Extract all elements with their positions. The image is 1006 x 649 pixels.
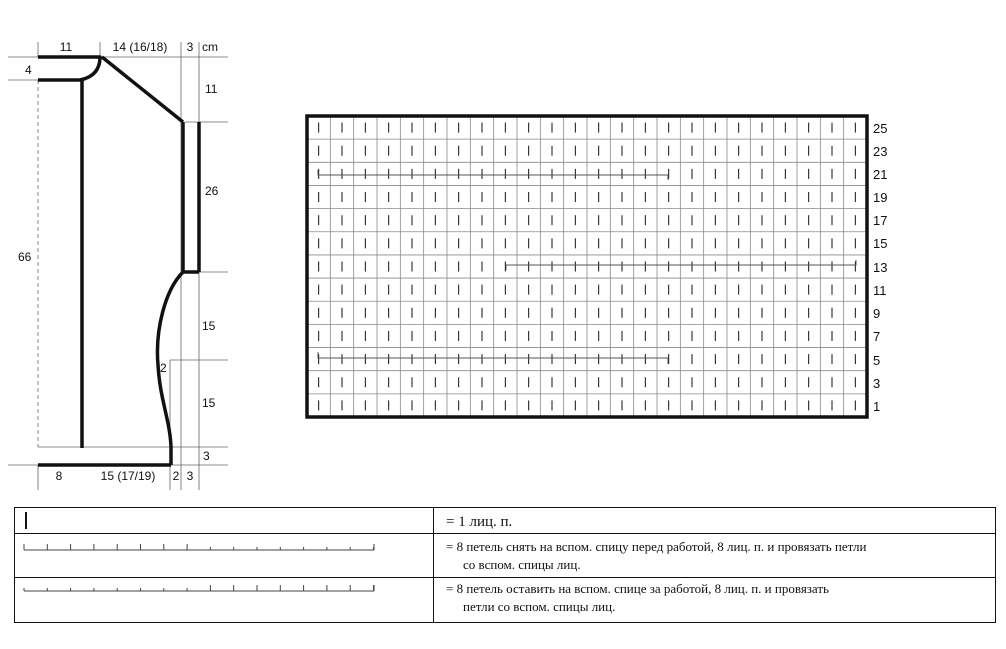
legend-text-cable-back: = 8 петель оставить на вспом. спице за работой, 8 лиц. п. и провязать петли со вспом. спицы лиц. xyxy=(446,581,829,614)
row-label: 23 xyxy=(873,144,888,159)
height-label-armhole: 26 xyxy=(205,184,219,198)
schematic-guide-lines xyxy=(8,42,228,490)
width-label-neck: 11 xyxy=(59,40,73,54)
width-label-hem: 15 (17/19) xyxy=(100,469,156,483)
neck-depth-label: 4 xyxy=(25,63,32,77)
row-label: 17 xyxy=(873,213,888,228)
width-label-side-step: 2 xyxy=(172,469,180,483)
width-label-sleeve-top: 3 xyxy=(186,40,194,54)
width-label-hem-inner: 8 xyxy=(55,469,63,483)
stitch-chart xyxy=(307,116,887,417)
height-label-waist-upper: 15 xyxy=(202,319,216,333)
row-label: 21 xyxy=(873,167,888,182)
chart-grid xyxy=(307,116,867,417)
legend-table xyxy=(14,507,996,623)
row-label: 1 xyxy=(873,399,881,414)
height-label-shoulder-slope: 11 xyxy=(205,82,218,96)
height-label-hem: 3 xyxy=(203,449,210,463)
height-label-waist-lower: 15 xyxy=(202,396,216,410)
cable-mark-row-13 xyxy=(506,260,856,270)
cable-mark-row-21 xyxy=(318,170,668,180)
width-label-side: 3 xyxy=(186,469,194,483)
row-label: 13 xyxy=(873,260,888,275)
schematic-outline xyxy=(38,57,199,465)
row-label: 3 xyxy=(873,376,881,391)
row-label: 11 xyxy=(873,283,887,298)
row-label: 15 xyxy=(873,236,888,251)
cable-mark-row-5 xyxy=(318,352,668,364)
row-label: 7 xyxy=(873,329,881,344)
row-label: 19 xyxy=(873,190,888,205)
hip-step-label: 2 xyxy=(160,361,167,375)
row-label: 25 xyxy=(873,121,888,136)
width-label-shoulder: 14 (16/18) xyxy=(112,40,168,54)
unit-label: cm xyxy=(202,40,218,54)
cable-back-symbol xyxy=(24,585,374,591)
total-height-label: 66 xyxy=(18,250,32,264)
row-label: 5 xyxy=(873,353,881,368)
row-label: 9 xyxy=(873,306,881,321)
legend-text-knit: = 1 лиц. п. xyxy=(446,514,513,530)
cable-front-symbol xyxy=(24,544,374,550)
garment-schematic xyxy=(8,40,228,490)
legend-text-cable-front: = 8 петель снять на вспом. спицу перед работой, 8 лиц. п. и провязать петли со вспом. спицы лиц. xyxy=(446,539,867,572)
